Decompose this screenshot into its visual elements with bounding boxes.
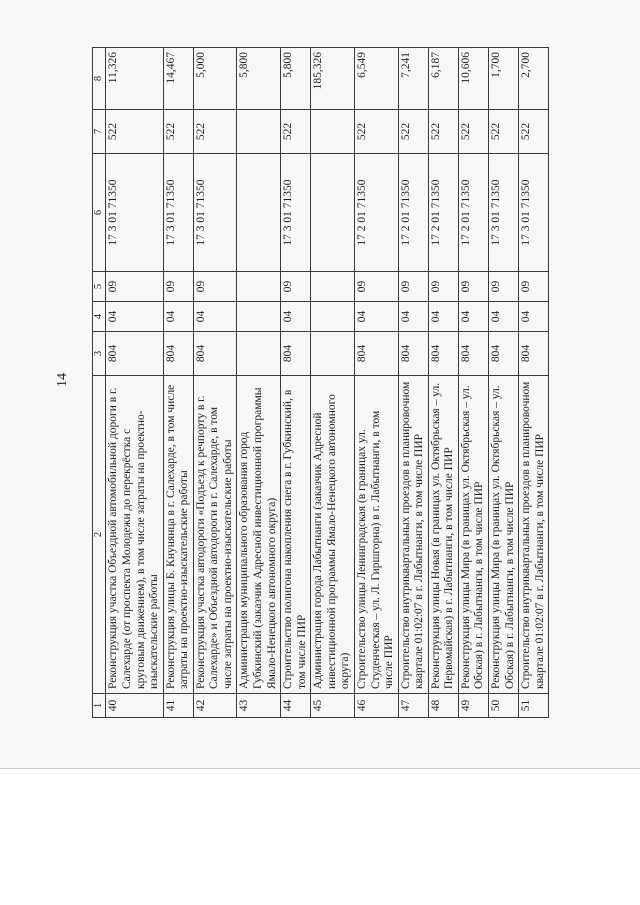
amount-cell: 5,800 <box>281 48 311 110</box>
header-cell: 6 <box>93 154 106 272</box>
row-number: 45 <box>311 694 355 718</box>
section-cell: 04 <box>428 302 458 332</box>
subsection-cell <box>311 272 355 302</box>
table-row <box>398 48 428 718</box>
subsection-cell: 09 <box>163 272 193 302</box>
expense-type-cell <box>311 110 355 154</box>
header-cell: 7 <box>93 110 106 154</box>
table-row <box>311 48 355 718</box>
expense-type-cell: 522 <box>398 110 428 154</box>
expense-type-cell: 522 <box>489 110 519 154</box>
target-article-cell: 17 3 01 71350 <box>281 154 311 272</box>
target-article-cell: 17 3 01 71350 <box>519 154 549 272</box>
amount-cell: 2,700 <box>519 48 549 110</box>
item-name: Реконструкция улицы Мира (в границах ул. Октябрьская – ул. Обская) в г. Лабытнанги, в том числе ПИР <box>458 376 488 694</box>
item-name: Строительство внутриквартальных проездов в планировочном квартале 01:02:07 в г. Лабытнанги, в том числе ПИР <box>398 376 428 694</box>
target-article-cell: 17 2 01 71350 <box>458 154 488 272</box>
row-number: 51 <box>519 694 549 718</box>
code-cell <box>311 332 355 376</box>
table-row <box>519 48 549 718</box>
subsection-cell: 09 <box>519 272 549 302</box>
item-name: Реконструкция улицы Мира (в границах ул. Октябрьская – ул. Обская) в г. Лабытнанги, в том числе ПИР <box>489 376 519 694</box>
code-cell: 804 <box>106 332 163 376</box>
expense-type-cell <box>237 110 281 154</box>
target-article-cell: 17 3 01 71350 <box>163 154 193 272</box>
table-row <box>428 48 458 718</box>
target-article-cell: 17 2 01 71350 <box>428 154 458 272</box>
amount-cell: 1,700 <box>489 48 519 110</box>
code-cell: 804 <box>281 332 311 376</box>
subsection-cell: 09 <box>428 272 458 302</box>
section-cell: 04 <box>163 302 193 332</box>
item-name: Реконструкция участка автодороги «Подъезд к речпорту в г. Салехарде» и Объездной автодороги в г. Салехарде, в том числе затраты на проектно-изыскательские работы <box>193 376 237 694</box>
expense-type-cell: 522 <box>354 110 398 154</box>
budget-table <box>92 47 549 718</box>
amount-cell: 5,000 <box>193 48 237 110</box>
target-article-cell <box>311 154 355 272</box>
table-row <box>281 48 311 718</box>
subsection-cell: 09 <box>458 272 488 302</box>
expense-type-cell: 522 <box>519 110 549 154</box>
expense-type-cell: 522 <box>428 110 458 154</box>
table-row <box>354 48 398 718</box>
amount-cell: 6,549 <box>354 48 398 110</box>
expense-type-cell: 522 <box>458 110 488 154</box>
item-name: Строительство полигона накопления снега в г. Губкинский, в том числе ПИР <box>281 376 311 694</box>
subsection-cell: 09 <box>398 272 428 302</box>
item-name: Администрация муниципального образования город Губкинский (заказчик Адресной инвестиционной программы Ямало-Ненецкого автономного округа) <box>237 376 281 694</box>
table-row <box>458 48 488 718</box>
subsection-cell: 09 <box>106 272 163 302</box>
table-row <box>193 48 237 718</box>
header-cell: 5 <box>93 272 106 302</box>
subsection-cell: 09 <box>354 272 398 302</box>
amount-cell: 14,467 <box>163 48 193 110</box>
section-cell <box>237 302 281 332</box>
row-number: 42 <box>193 694 237 718</box>
amount-cell: 5,800 <box>237 48 281 110</box>
header-cell: 1 <box>93 694 106 718</box>
code-cell: 804 <box>489 332 519 376</box>
subsection-cell: 09 <box>193 272 237 302</box>
code-cell: 804 <box>163 332 193 376</box>
row-number: 50 <box>489 694 519 718</box>
table-row <box>237 48 281 718</box>
amount-cell: 10,606 <box>458 48 488 110</box>
target-article-cell: 17 3 01 71350 <box>489 154 519 272</box>
header-row <box>93 48 106 718</box>
table-row <box>489 48 519 718</box>
item-name: Администрация города Лабытнанги (заказчик Адресной инвестиционной программы Ямало-Ненецкого автономного округа) <box>311 376 355 694</box>
code-cell: 804 <box>354 332 398 376</box>
code-cell: 804 <box>428 332 458 376</box>
table-row <box>163 48 193 718</box>
section-cell <box>311 302 355 332</box>
expense-type-cell: 522 <box>106 110 163 154</box>
target-article-cell: 17 3 01 71350 <box>193 154 237 272</box>
section-cell: 04 <box>193 302 237 332</box>
code-cell: 804 <box>519 332 549 376</box>
expense-type-cell: 522 <box>281 110 311 154</box>
budget-table-container <box>92 48 612 718</box>
header-cell: 2 <box>93 376 106 694</box>
item-name: Реконструкция улицы Б. Кнунянца в г. Салехарде, в том числе затраты на проектно-изыскательские работы <box>163 376 193 694</box>
subsection-cell: 09 <box>281 272 311 302</box>
amount-cell: 11,326 <box>106 48 163 110</box>
section-cell: 04 <box>458 302 488 332</box>
section-cell: 04 <box>489 302 519 332</box>
section-cell: 04 <box>354 302 398 332</box>
row-number: 46 <box>354 694 398 718</box>
expense-type-cell: 522 <box>163 110 193 154</box>
target-article-cell: 17 2 01 71350 <box>354 154 398 272</box>
header-cell: 4 <box>93 302 106 332</box>
target-article-cell: 17 3 01 71350 <box>106 154 163 272</box>
header-cell: 3 <box>93 332 106 376</box>
subsection-cell: 09 <box>489 272 519 302</box>
header-cell: 8 <box>93 48 106 110</box>
row-number: 41 <box>163 694 193 718</box>
target-article-cell: 17 2 01 71350 <box>398 154 428 272</box>
row-number: 40 <box>106 694 163 718</box>
item-name: Реконструкция участка Объездной автомобильной дороги в г. Салехарде (от проспекта Молодежи до перекрёстка с круговым движением), в том числе затраты на проектно-изыскательские работы <box>106 376 163 694</box>
table-body <box>106 48 549 718</box>
subsection-cell <box>237 272 281 302</box>
section-cell: 04 <box>398 302 428 332</box>
table-row <box>106 48 163 718</box>
section-cell: 04 <box>519 302 549 332</box>
amount-cell: 7,241 <box>398 48 428 110</box>
code-cell <box>237 332 281 376</box>
section-cell: 04 <box>281 302 311 332</box>
item-name: Строительство улицы Ленинградская (в границах ул. Студенческая – ул. Л. Гиршгорна) в г. Лабытнанги, в том числе ПИР <box>354 376 398 694</box>
section-cell: 04 <box>106 302 163 332</box>
amount-cell: 6,187 <box>428 48 458 110</box>
row-number: 48 <box>428 694 458 718</box>
amount-cell: 185,326 <box>311 48 355 110</box>
code-cell: 804 <box>398 332 428 376</box>
expense-type-cell: 522 <box>193 110 237 154</box>
code-cell: 804 <box>193 332 237 376</box>
item-name: Строительство внутриквартальных проездов в планировочном квартале 01:02:07 в г. Лабытнанги, в том числе ПИР <box>519 376 549 694</box>
row-number: 47 <box>398 694 428 718</box>
page-number: 14 <box>55 373 70 387</box>
row-number: 44 <box>281 694 311 718</box>
code-cell: 804 <box>458 332 488 376</box>
row-number: 49 <box>458 694 488 718</box>
row-number: 43 <box>237 694 281 718</box>
target-article-cell <box>237 154 281 272</box>
item-name: Реконструкция улицы Новая (в границах ул. Октябрьская – ул. Первомайская) в г. Лабытнанги, в том числе ПИР <box>428 376 458 694</box>
